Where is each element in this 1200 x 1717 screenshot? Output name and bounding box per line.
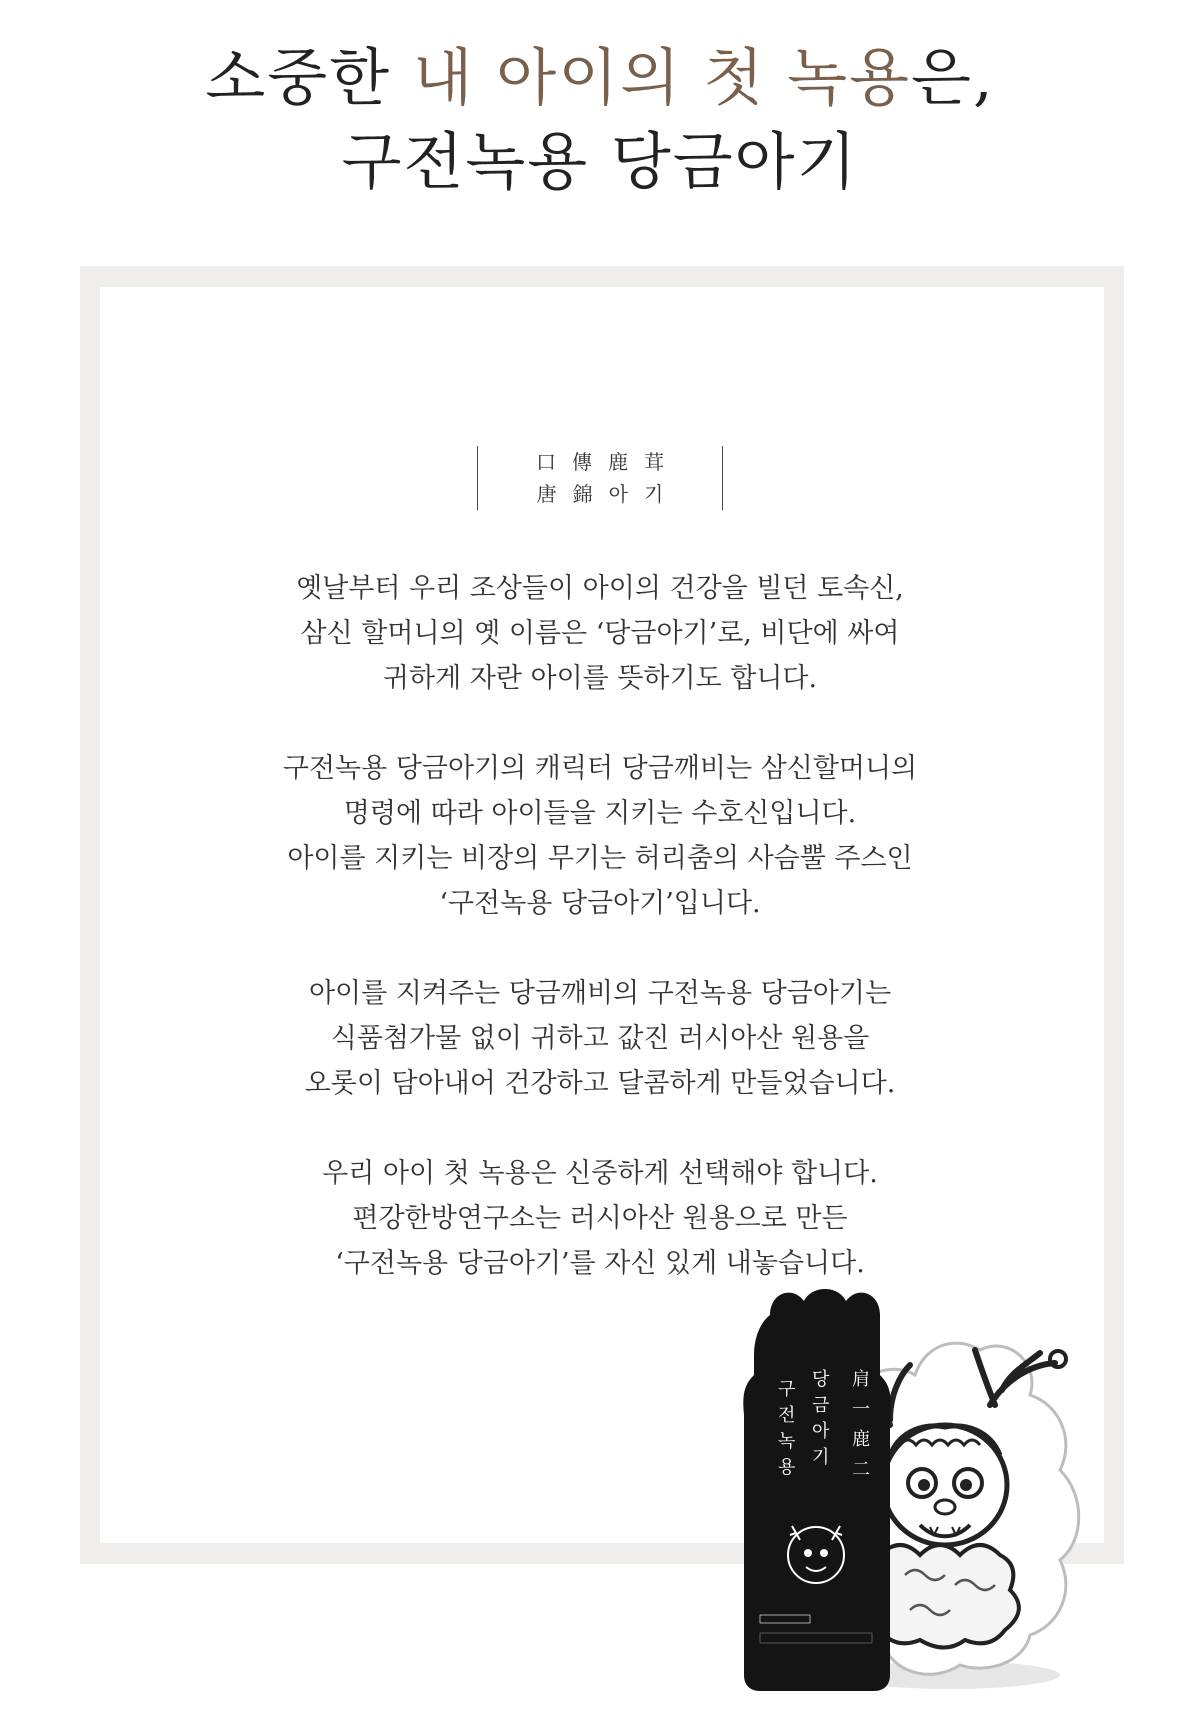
story-line: 아이를 지키는 비장의 무기는 허리춤의 사슴뿔 주스인 [287,843,913,874]
story-line: ‘구전녹용 당금아기’입니다. [439,888,761,919]
svg-text:전: 전 [778,1405,796,1426]
story-line: 삼신 할머니의 옛 이름은 ‘당금아기’로, 비단에 싸여 [300,618,900,649]
svg-text:용: 용 [778,1457,796,1478]
story-line: 오롯이 담아내어 건강하고 달콤하게 만들었습니다. [304,1068,896,1099]
product-pouch-icon [743,1289,890,1691]
hanja-motto [477,446,723,510]
headline-prefix: 소중한 [205,41,413,114]
svg-text:당: 당 [812,1369,830,1390]
page-headline [0,36,1200,204]
svg-text:아: 아 [812,1421,830,1442]
pouch-col1-1: 구 [778,1379,796,1400]
story-paragraph-1 [130,566,1070,701]
story-line: ‘구전녹용 당금아기’를 자신 있게 내놓습니다. [335,1248,865,1279]
svg-text:금: 금 [812,1395,830,1416]
headline-line-1 [0,36,1200,120]
svg-text:二: 二 [852,1459,870,1480]
svg-text:一: 一 [852,1399,870,1420]
story-line: 귀하게 자란 아이를 뜻하기도 합니다. [382,663,818,694]
svg-text:기: 기 [812,1447,830,1468]
story-body [130,566,1070,1331]
story-paragraph-3 [130,971,1070,1106]
story-line: 식품첨가물 없이 귀하고 값진 러시아산 원용을 [330,1023,870,1054]
headline-accent: 내 아이의 첫 녹용 [412,41,912,114]
story-line: 구전녹용 당금아기의 캐릭터 당금깨비는 삼신할머니의 [282,753,918,784]
motto-line-1: 口傳鹿茸 [536,450,680,474]
svg-text:肩: 肩 [852,1369,870,1390]
story-line: 옛날부터 우리 조상들이 아이의 건강을 빌던 토속신, [296,573,904,604]
svg-text:鹿: 鹿 [852,1429,870,1450]
story-paragraph-2 [130,746,1070,926]
headline-line-2: 구전녹용 당금아기 [341,125,859,198]
story-line: 우리 아이 첫 녹용은 신중하게 선택해야 합니다. [322,1158,878,1189]
svg-text:녹: 녹 [778,1431,796,1452]
motto-line-2: 唐錦아기 [536,482,680,506]
product-illustration [740,1255,1100,1710]
headline-suffix: 은, [911,41,995,114]
story-line: 편강한방연구소는 러시아산 원용으로 만든 [352,1203,848,1234]
story-line: 아이를 지켜주는 당금깨비의 구전녹용 당금아기는 [308,978,892,1009]
story-line: 명령에 따라 아이들을 지키는 수호신입니다. [343,798,857,829]
product-svg [740,1255,1100,1710]
